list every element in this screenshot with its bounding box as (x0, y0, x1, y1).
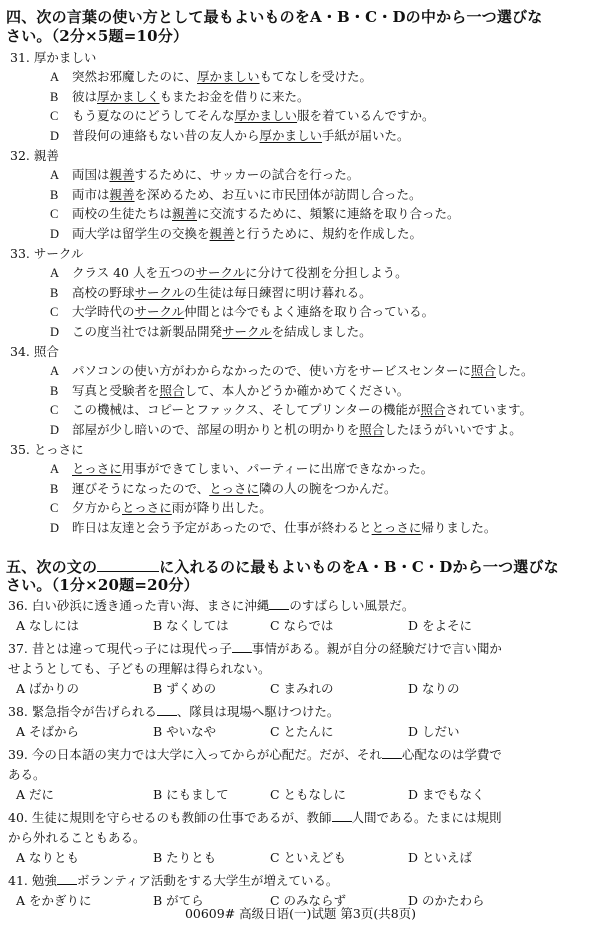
option-text: 大学時代の (72, 304, 135, 319)
option-underlined-word: 親善 (172, 206, 198, 221)
answer-option-d (408, 618, 472, 634)
question-39 (8, 747, 502, 763)
option-label: D (408, 850, 422, 865)
answer-option-d (408, 724, 460, 740)
option-text: だに (29, 787, 55, 802)
option-label: A (50, 168, 60, 182)
option-text: もう夏なのにどうしてそんな (72, 108, 235, 123)
answer-option-c (270, 681, 334, 697)
question-number: 39. (8, 747, 32, 762)
option-d (50, 324, 372, 340)
option-label: A (16, 850, 30, 865)
question-text: 勉強 (31, 873, 57, 888)
question-text: 今の日本語の実力では大学に入ってからが心配だ。だが、それ (31, 747, 382, 762)
option-underlined-word: サークル (134, 284, 185, 300)
question-number: 34. (10, 344, 34, 359)
answer-option-c (270, 787, 346, 803)
option-text: なりの (422, 681, 460, 696)
option-text: 雨が降り出した。 (171, 500, 272, 515)
option-text: をよそに (422, 618, 473, 633)
option-text: クラス 40 人を五つの (72, 265, 196, 280)
option-d (50, 226, 422, 242)
option-a (50, 167, 359, 183)
option-text: するために、サッカーの試合を行った。 (134, 167, 360, 182)
option-underlined-word: 厚かましく (97, 88, 160, 104)
option-text: 彼は (72, 88, 98, 104)
question-text: 人間である。たまには規則 (351, 810, 502, 825)
question-continuation: ある。 (8, 767, 46, 782)
option-label: D (50, 520, 60, 535)
answer-option-c (270, 618, 333, 634)
option-text: ずくめの (166, 681, 217, 696)
option-d (50, 128, 410, 144)
option-text: なりとも (29, 850, 80, 865)
section5-title-blank (97, 557, 159, 572)
section4-title-line2: さい。（2分×5题=10分） (6, 27, 189, 45)
option-text: したほうがいいですよ。 (384, 421, 522, 437)
option-a (50, 363, 534, 379)
option-c (50, 402, 532, 418)
option-label: A (50, 364, 60, 378)
question-text: 白い砂浜に透き通った青い海、まさに沖縄 (31, 598, 270, 613)
answer-option-d (408, 681, 460, 697)
option-label: A (16, 618, 30, 633)
section5-title-pre: 五、次の文の (6, 558, 98, 576)
option-text: を深めるため、お互いに市民団体が訪問し合った。 (134, 186, 422, 202)
question-number: 32. (10, 148, 34, 163)
question-continuation: せようとしても、子どもの理解は得られない。 (8, 661, 271, 676)
option-underlined-word: 厚かましい (234, 108, 298, 123)
answer-option-a (16, 787, 54, 803)
option-label: D (408, 724, 422, 739)
option-underlined-word: とっさに (72, 461, 122, 476)
answer-option-b (153, 618, 229, 634)
question-31 (10, 50, 96, 66)
question-text: 昔とは違って現代っ子には現代っ子 (31, 641, 232, 656)
option-text: 普段何の連絡もない昔の友人から (72, 127, 260, 143)
question-number: 36. (8, 598, 32, 613)
option-a (50, 69, 372, 85)
option-label: B (153, 787, 167, 802)
option-text: なくしては (166, 618, 229, 633)
question-number: 35. (10, 442, 34, 457)
option-underlined-word: とっさに (209, 480, 260, 496)
option-underlined-word: サークル (222, 323, 272, 339)
option-label: B (153, 681, 167, 696)
option-text: たりとも (166, 850, 217, 865)
option-text: にもまして (166, 787, 229, 802)
option-text: を結成しました。 (271, 323, 372, 339)
option-label: C (50, 501, 59, 515)
section4-title-line1: 四、次の言葉の使い方として最もよいものをA・B・C・Dの中から一つ選びな (6, 8, 543, 26)
answer-option-c (270, 850, 346, 866)
page-footer: 00609# 高级日语(一)试题 第3页(共8页) (184, 906, 417, 921)
answer-blank (157, 704, 177, 716)
option-label: D (50, 226, 60, 241)
answer-option-b (153, 724, 216, 740)
option-text: までもなく (422, 787, 485, 802)
question-40 (8, 810, 502, 826)
option-label: A (50, 462, 60, 476)
option-label: C (270, 618, 284, 633)
option-text: まみれの (283, 681, 334, 696)
option-label: B (50, 285, 59, 300)
option-text: といえば (422, 850, 473, 865)
option-text: 部屋が少し暗いので、部屋の明かりと机の明かりを (72, 421, 360, 437)
option-text: のみならず (283, 893, 347, 908)
section5-title-post: に入れるのに最もよいものをA・B・C・Dから一つ選びな (159, 558, 559, 576)
option-label: C (270, 724, 284, 739)
option-label: A (16, 787, 30, 802)
question-number: 38. (8, 704, 32, 719)
option-text: と行うために、規約を作成した。 (234, 225, 423, 241)
option-label: C (270, 850, 284, 865)
option-label: C (270, 787, 284, 802)
answer-option-b (153, 850, 216, 866)
option-text: ならでは (283, 618, 334, 633)
option-text: とたんに (283, 724, 334, 739)
question-word: とっさに (33, 442, 84, 457)
option-a (50, 461, 433, 477)
option-c (50, 500, 272, 516)
question-text: 心配なのは学費で (401, 747, 502, 762)
option-underlined-word: サークル (134, 304, 185, 319)
option-label: D (408, 787, 422, 802)
option-label: B (50, 187, 59, 202)
option-d (50, 520, 496, 536)
option-underlined-word: サークル (195, 265, 246, 280)
option-text: 帰りました。 (421, 519, 497, 535)
answer-options (8, 681, 588, 697)
option-text: といえども (283, 850, 347, 865)
answer-option-c (270, 724, 334, 740)
option-label: B (50, 89, 59, 104)
answer-option-b (153, 787, 229, 803)
question-text: 、隊員は現場へ駆けつけた。 (176, 704, 340, 719)
option-text: 写真と受験者を (72, 382, 160, 398)
option-text: 昨日は友達と会う予定があったので、仕事が終わると (72, 519, 372, 535)
answer-option-a (16, 724, 79, 740)
question-word: 親善 (33, 148, 59, 163)
option-text: そばから (29, 724, 80, 739)
option-label: B (153, 850, 167, 865)
option-b (50, 187, 422, 203)
option-label: D (50, 324, 60, 339)
question-word: 照合 (33, 344, 59, 359)
option-label: C (270, 681, 284, 696)
option-label: C (50, 207, 59, 221)
option-text: もまたお金を借りに来た。 (159, 88, 310, 104)
answer-options (8, 787, 588, 803)
option-text: に分けて役割を分担しよう。 (245, 265, 408, 280)
option-label: D (50, 422, 60, 437)
option-underlined-word: 親善 (109, 167, 135, 182)
question-37 (8, 641, 502, 657)
question-33 (10, 246, 84, 262)
option-text: 両校の生徒たちは (72, 206, 173, 221)
option-label: D (408, 618, 422, 633)
answer-option-a (16, 681, 79, 697)
option-underlined-word: 厚かましい (259, 127, 323, 143)
option-a (50, 265, 408, 281)
option-underlined-word: とっさに (371, 519, 422, 535)
answer-blank (269, 598, 289, 610)
option-text: 仲間とは今でもよく連絡を取り合っている。 (184, 304, 435, 319)
option-label: B (153, 893, 167, 908)
option-label: B (153, 724, 167, 739)
option-text: パソコンの使い方がわからなかったので、使い方をサービスセンターに (72, 363, 472, 378)
option-label: B (50, 481, 59, 496)
option-text: 突然お邪魔したのに、 (72, 69, 198, 84)
option-label: A (16, 724, 30, 739)
option-underlined-word: 照合 (471, 363, 497, 378)
option-label: A (16, 893, 30, 908)
answer-option-d (408, 850, 472, 866)
option-text: ともなしに (283, 787, 347, 802)
question-36 (8, 598, 414, 614)
option-text: 隣の人の腕をつかんだ。 (259, 480, 397, 496)
option-c (50, 206, 460, 222)
option-text: 用事ができてしまい、パーティーに出席できなかった。 (121, 461, 434, 476)
option-label: B (50, 383, 59, 398)
question-number: 41. (8, 873, 32, 888)
option-text: しだい (422, 724, 460, 739)
option-text: やいなや (166, 724, 217, 739)
question-32 (10, 148, 59, 164)
option-text: なしには (29, 618, 80, 633)
option-text: この度当社では新製品開発 (72, 323, 223, 339)
answer-option-a (16, 850, 79, 866)
option-label: A (50, 70, 60, 84)
option-label: A (50, 266, 60, 280)
option-label: B (153, 618, 167, 633)
option-text: 服を着ているんですか。 (297, 108, 435, 123)
option-text: 夕方から (72, 500, 123, 515)
answer-blank (382, 747, 402, 759)
option-underlined-word: 親善 (109, 186, 135, 202)
option-text: に交流するために、頻繁に連絡を取り合った。 (197, 206, 460, 221)
question-number: 40. (8, 810, 32, 825)
question-text: ボランティア活動をする大学生が増えている。 (76, 873, 339, 888)
option-underlined-word: 親善 (209, 225, 235, 241)
option-label: A (16, 681, 30, 696)
question-continuation: から外れることもある。 (8, 830, 146, 845)
option-text: した。 (496, 363, 534, 378)
question-text: 事情がある。親が自分の経験だけで言い聞か (251, 641, 502, 656)
option-underlined-word: 照合 (359, 421, 385, 437)
question-text: 生徒に規則を守らせるのも教師の仕事であるが、教師 (31, 810, 332, 825)
question-word: サークル (33, 246, 84, 261)
option-b (50, 481, 397, 497)
answer-blank (332, 810, 352, 822)
option-label: C (50, 109, 59, 123)
answer-options (8, 850, 588, 866)
option-text: 両市は (72, 186, 110, 202)
question-38 (8, 704, 339, 720)
option-label: D (408, 681, 422, 696)
option-text: 運びそうになったので、 (72, 480, 210, 496)
option-text: をかぎりに (29, 893, 92, 908)
option-text: の生徒は毎日練習に明け暮れる。 (184, 284, 372, 300)
option-label: C (50, 403, 59, 417)
option-label: D (50, 128, 60, 143)
question-number: 37. (8, 641, 32, 656)
option-text: ばかりの (29, 681, 80, 696)
question-number: 31. (10, 50, 34, 65)
question-number: 33. (10, 246, 34, 261)
answer-blank (57, 873, 77, 885)
option-c (50, 108, 435, 124)
option-text: 両大学は留学生の交換を (72, 225, 210, 241)
option-text: この機械は、コピーとファックス、そしてプリンターの機能が (72, 402, 421, 417)
answer-option-a (16, 618, 79, 634)
option-label: C (270, 893, 284, 908)
question-41 (8, 873, 338, 889)
section5-title-line2: さい。（1分×20题=20分） (6, 576, 199, 594)
answer-options (8, 618, 588, 634)
option-b (50, 89, 310, 105)
option-text: 手紙が届いた。 (322, 127, 410, 143)
option-label: D (408, 893, 422, 908)
option-text: のかたわら (422, 893, 485, 908)
option-text: もてなしを受けた。 (259, 69, 373, 84)
answer-option-d (408, 787, 485, 803)
option-d (50, 422, 522, 438)
option-text: 高校の野球 (72, 284, 135, 300)
answer-blank (232, 641, 252, 653)
question-word: 厚かましい (33, 50, 97, 65)
question-34 (10, 344, 59, 360)
answer-option-b (153, 681, 216, 697)
option-underlined-word: 照合 (159, 382, 185, 398)
option-label: C (50, 305, 59, 319)
option-underlined-word: 照合 (420, 402, 446, 417)
option-b (50, 285, 372, 301)
option-text: して、本人かどうか確かめてください。 (184, 382, 410, 398)
section5-title-line1 (6, 557, 592, 577)
answer-options (8, 724, 588, 740)
option-underlined-word: とっさに (122, 500, 172, 515)
option-text: がてら (166, 893, 204, 908)
question-35 (10, 442, 84, 458)
question-text: 緊急指令が告げられる (31, 704, 157, 719)
option-text: されています。 (445, 402, 533, 417)
option-b (50, 383, 409, 399)
option-text: 両国は (72, 167, 110, 182)
question-text: のすばらしい風景だ。 (289, 598, 415, 613)
option-c (50, 304, 434, 320)
option-underlined-word: 厚かましい (197, 69, 260, 84)
